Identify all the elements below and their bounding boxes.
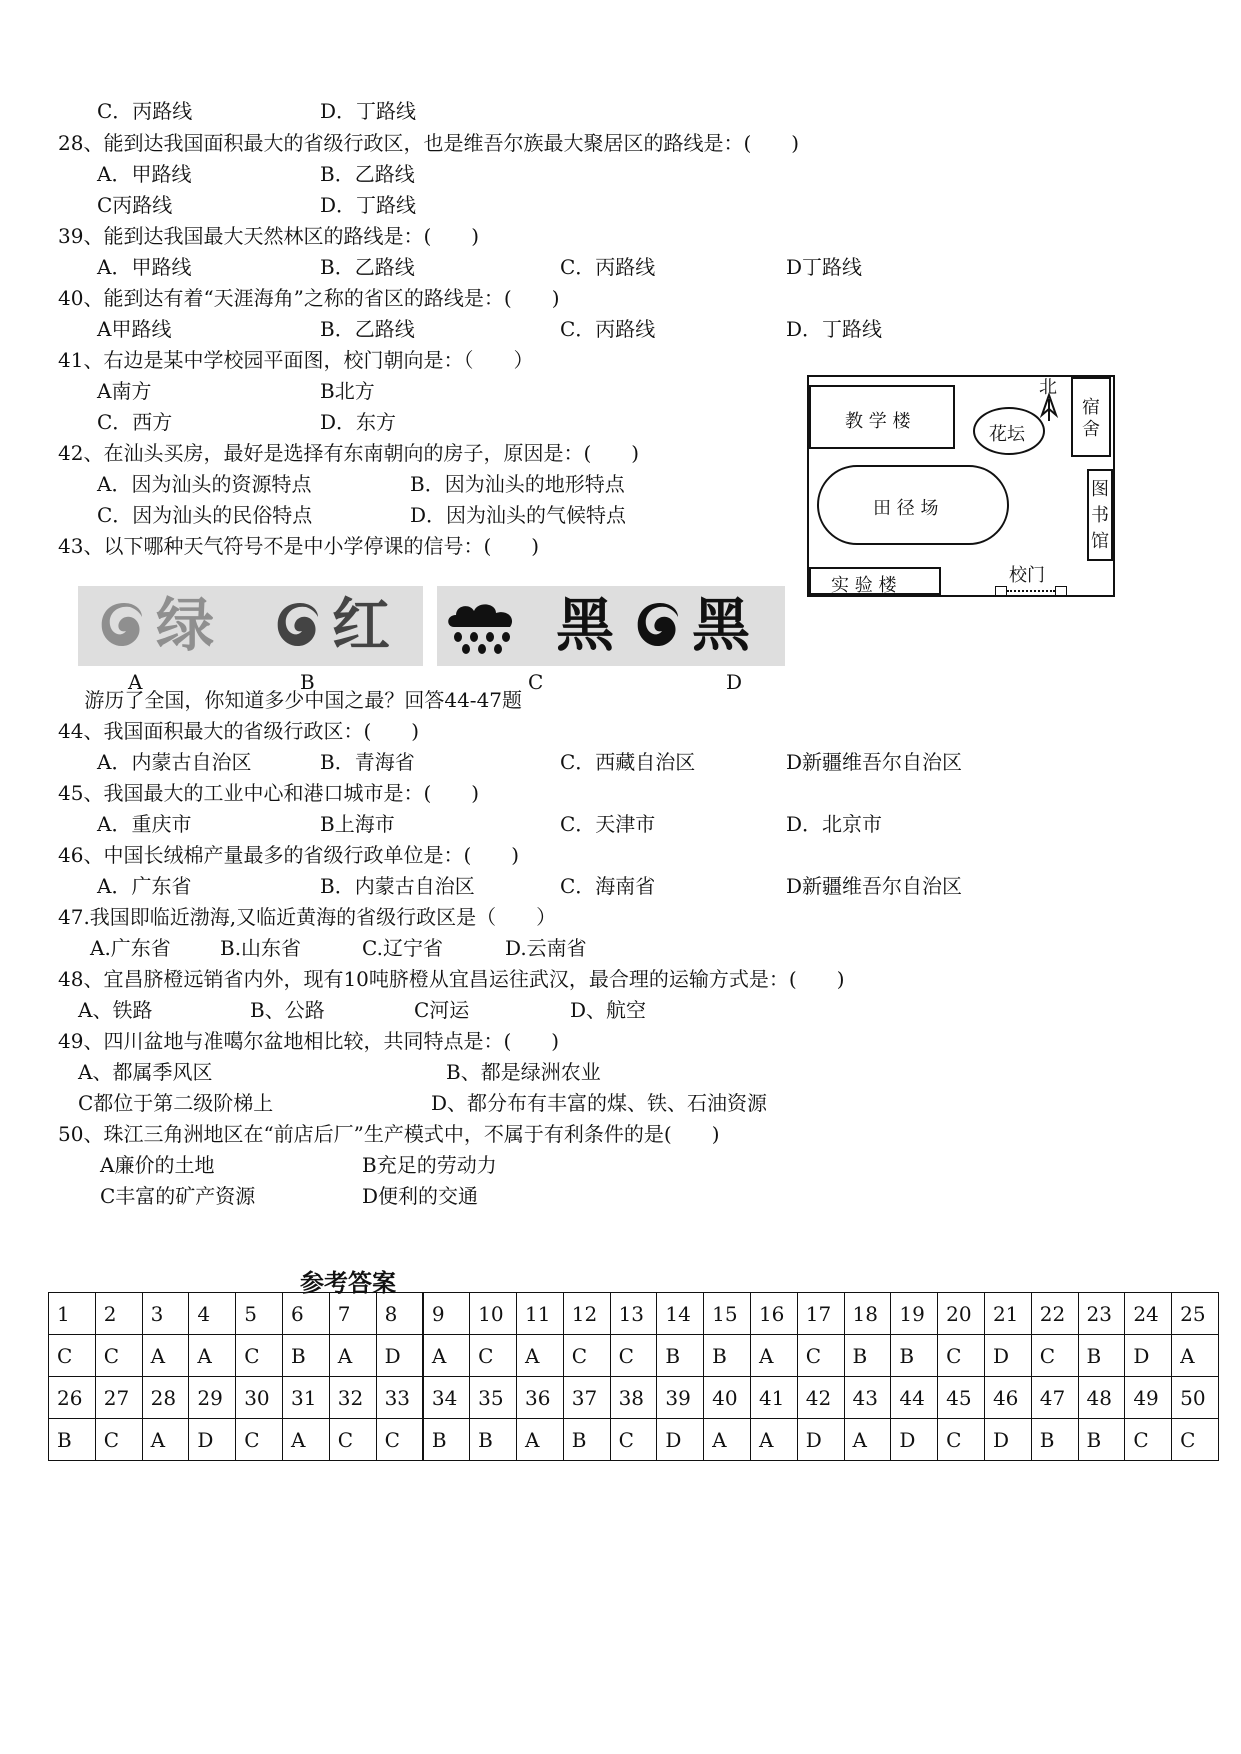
- table-cell: 33: [376, 1377, 423, 1419]
- answer-option: C丰富的矿产资源: [100, 1184, 256, 1208]
- table-cell: 46: [984, 1377, 1031, 1419]
- table-cell: 6: [282, 1293, 329, 1335]
- table-cell: 37: [563, 1377, 610, 1419]
- table-cell: 28: [142, 1377, 189, 1419]
- typhoon-icon: [270, 597, 328, 659]
- question-stem: 39、能到达我国最大天然林区的路线是：( ): [58, 224, 480, 248]
- question-stem: 41、右边是某中学校园平面图，校门朝向是：（ ）: [58, 348, 534, 372]
- question-stem: 46、中国长绒棉产量最多的省级行政单位是：( ): [58, 843, 520, 867]
- answer-option: A．甲路线: [97, 162, 192, 186]
- answer-option: C都位于第二级阶梯上: [78, 1091, 274, 1115]
- answer-option: B充足的劳动力: [362, 1153, 497, 1177]
- answer-option: B上海市: [320, 812, 395, 836]
- table-cell: D: [189, 1419, 236, 1461]
- table-cell: 44: [891, 1377, 938, 1419]
- table-cell: 20: [938, 1293, 985, 1335]
- option-letter: A: [128, 670, 143, 694]
- table-cell: A: [516, 1335, 563, 1377]
- table-cell: 25: [1172, 1293, 1219, 1335]
- table-row: [49, 1377, 1219, 1419]
- question-stem: 49、四川盆地与准噶尔盆地相比较，共同特点是：( ): [58, 1029, 560, 1053]
- teaching-building: 教 学 楼: [809, 385, 955, 449]
- answer-option: D．因为汕头的气候特点: [410, 503, 627, 527]
- table-cell: B: [563, 1419, 610, 1461]
- table-cell: B: [891, 1335, 938, 1377]
- answer-option: C．因为汕头的民俗特点: [97, 503, 313, 527]
- table-cell: C: [1125, 1419, 1172, 1461]
- table-cell: 35: [470, 1377, 517, 1419]
- signal-level-char: 黑: [692, 591, 751, 659]
- table-cell: 10: [470, 1293, 517, 1335]
- table-cell: C: [376, 1419, 423, 1461]
- answer-option: D．丁路线: [320, 193, 417, 217]
- table-cell: 30: [236, 1377, 283, 1419]
- table-cell: 40: [704, 1377, 751, 1419]
- answer-option: C．西方: [97, 410, 173, 434]
- answer-option: A甲路线: [97, 317, 172, 341]
- question-stem: 28、能到达我国面积最大的省级行政区，也是维吾尔族最大聚居区的路线是：( ): [58, 131, 800, 155]
- table-cell: A: [844, 1419, 891, 1461]
- table-cell: A: [423, 1335, 470, 1377]
- answer-key-title: 参考答案: [300, 1268, 396, 1297]
- answer-option: D新疆维吾尔自治区: [786, 750, 963, 774]
- table-cell: 26: [49, 1377, 96, 1419]
- table-cell: 9: [423, 1293, 470, 1335]
- table-cell: D: [657, 1419, 704, 1461]
- table-cell: 5: [236, 1293, 283, 1335]
- table-cell: C: [938, 1419, 985, 1461]
- answer-option: C丙路线: [97, 193, 173, 217]
- table-cell: 31: [282, 1377, 329, 1419]
- table-cell: C: [938, 1335, 985, 1377]
- question-stem: 游历了全国，你知道多少中国之最？回答44-47题: [58, 688, 523, 712]
- table-row: [49, 1335, 1219, 1377]
- answer-option: B．乙路线: [320, 317, 415, 341]
- answer-option: B北方: [320, 379, 375, 403]
- table-cell: 27: [95, 1377, 142, 1419]
- table-cell: 19: [891, 1293, 938, 1335]
- table-cell: 21: [984, 1293, 1031, 1335]
- table-cell: C: [797, 1335, 844, 1377]
- signal-level-char: 绿: [156, 591, 215, 659]
- question-stem: 45、我国最大的工业中心和港口城市是：( ): [58, 781, 480, 805]
- answer-option: B．青海省: [320, 750, 415, 774]
- campus-map: [807, 375, 1115, 597]
- answer-option: A南方: [97, 379, 152, 403]
- answer-option: A．内蒙古自治区: [97, 750, 252, 774]
- table-cell: B: [282, 1335, 329, 1377]
- table-cell: A: [189, 1335, 236, 1377]
- table-cell: 34: [423, 1377, 470, 1419]
- answer-option: C．海南省: [560, 874, 656, 898]
- table-cell: 11: [516, 1293, 563, 1335]
- table-cell: 13: [610, 1293, 657, 1335]
- answer-option: A．重庆市: [97, 812, 192, 836]
- answer-option: A.广东省: [90, 936, 171, 960]
- table-cell: D: [797, 1419, 844, 1461]
- answer-option: B．乙路线: [320, 255, 415, 279]
- table-cell: 39: [657, 1377, 704, 1419]
- answer-option: B、公路: [250, 998, 325, 1022]
- answer-option: B．因为汕头的地形特点: [410, 472, 625, 496]
- table-cell: B: [1031, 1419, 1078, 1461]
- table-cell: C: [236, 1419, 283, 1461]
- table-cell: C: [95, 1335, 142, 1377]
- question-stem: 50、珠江三角洲地区在“前店后厂”生产模式中，不属于有利条件的是( ): [58, 1122, 720, 1146]
- table-cell: A: [282, 1419, 329, 1461]
- table-cell: A: [750, 1419, 797, 1461]
- table-cell: B: [49, 1419, 96, 1461]
- table-cell: D: [1125, 1335, 1172, 1377]
- flower-bed: 花坛: [973, 407, 1045, 455]
- answer-option: D便利的交通: [362, 1184, 479, 1208]
- answer-option: D．丁路线: [786, 317, 883, 341]
- answer-key-table: [48, 1292, 1219, 1461]
- table-cell: 49: [1125, 1377, 1172, 1419]
- table-cell: B: [423, 1419, 470, 1461]
- table-cell: 1: [49, 1293, 96, 1335]
- table-cell: B: [1078, 1335, 1125, 1377]
- table-cell: B: [470, 1419, 517, 1461]
- table-cell: B: [1078, 1419, 1125, 1461]
- school-gate: [995, 586, 1067, 596]
- question-stem: 42、在汕头买房，最好是选择有东南朝向的房子，原因是：( ): [58, 441, 640, 465]
- signal-level-char: 黑: [556, 591, 615, 659]
- answer-option: D．北京市: [786, 812, 883, 836]
- answer-option: A．因为汕头的资源特点: [97, 472, 312, 496]
- answer-option: B．乙路线: [320, 162, 415, 186]
- library: 图书馆: [1087, 469, 1113, 561]
- table-cell: 4: [189, 1293, 236, 1335]
- answer-option: C．天津市: [560, 812, 656, 836]
- table-cell: C: [329, 1419, 376, 1461]
- table-cell: 15: [704, 1293, 751, 1335]
- table-cell: A: [704, 1419, 751, 1461]
- option-letter: C: [528, 670, 544, 694]
- table-cell: A: [142, 1419, 189, 1461]
- question-stem: 43、以下哪种天气符号不是中小学停课的信号：( ): [58, 534, 540, 558]
- table-cell: D: [984, 1335, 1031, 1377]
- answer-option: A廉价的土地: [100, 1153, 215, 1177]
- table-cell: 45: [938, 1377, 985, 1419]
- table-cell: 32: [329, 1377, 376, 1419]
- answer-option: D、航空: [570, 998, 647, 1022]
- dormitory: 宿舍: [1071, 377, 1111, 457]
- answer-option: D．东方: [320, 410, 397, 434]
- table-cell: 16: [750, 1293, 797, 1335]
- question-stem: 40、能到达有着“天涯海角”之称的省区的路线是：( ): [58, 286, 560, 310]
- answer-option: A．广东省: [97, 874, 192, 898]
- table-cell: C: [610, 1335, 657, 1377]
- table-cell: 43: [844, 1377, 891, 1419]
- table-cell: C: [470, 1335, 517, 1377]
- table-cell: 29: [189, 1377, 236, 1419]
- table-cell: 36: [516, 1377, 563, 1419]
- lab-building: 实 验 楼: [809, 567, 941, 595]
- table-cell: 2: [95, 1293, 142, 1335]
- table-cell: C: [49, 1335, 96, 1377]
- table-cell: 50: [1172, 1377, 1219, 1419]
- table-cell: 12: [563, 1293, 610, 1335]
- table-cell: 23: [1078, 1293, 1125, 1335]
- table-cell: 14: [657, 1293, 704, 1335]
- answer-option: C河运: [414, 998, 470, 1022]
- answer-option: B.山东省: [220, 936, 302, 960]
- table-cell: 22: [1031, 1293, 1078, 1335]
- table-cell: 42: [797, 1377, 844, 1419]
- table-cell: B: [844, 1335, 891, 1377]
- answer-option: D丁路线: [786, 255, 863, 279]
- table-cell: A: [750, 1335, 797, 1377]
- table-cell: C: [95, 1419, 142, 1461]
- typhoon-icon: [630, 597, 688, 659]
- answer-option: A．甲路线: [97, 255, 192, 279]
- answer-option: C.辽宁省: [362, 936, 443, 960]
- table-cell: 7: [329, 1293, 376, 1335]
- table-cell: 41: [750, 1377, 797, 1419]
- option-letter: B: [300, 670, 315, 694]
- answer-option: A、铁路: [78, 998, 153, 1022]
- rainstorm-icon: [444, 597, 526, 659]
- table-cell: A: [516, 1419, 563, 1461]
- question-stem: 44、我国面积最大的省级行政区：( ): [58, 719, 420, 743]
- table-cell: B: [657, 1335, 704, 1377]
- running-track: 田 径 场: [817, 465, 1009, 545]
- table-cell: D: [376, 1335, 423, 1377]
- typhoon-icon: [94, 597, 152, 659]
- table-cell: D: [984, 1419, 1031, 1461]
- table-cell: D: [891, 1419, 938, 1461]
- table-cell: A: [1172, 1335, 1219, 1377]
- question-stem: 47.我国即临近渤海,又临近黄海的省级行政区是（ ）: [58, 905, 557, 929]
- north-arrow-icon: 北: [1037, 377, 1065, 421]
- answer-option: B．内蒙古自治区: [320, 874, 475, 898]
- option-letter: D: [726, 670, 743, 694]
- table-row: [49, 1293, 1219, 1335]
- table-cell: A: [142, 1335, 189, 1377]
- table-cell: B: [704, 1335, 751, 1377]
- table-cell: 8: [376, 1293, 423, 1335]
- table-cell: C: [610, 1419, 657, 1461]
- answer-option: A、都属季风区: [78, 1060, 213, 1084]
- table-cell: 24: [1125, 1293, 1172, 1335]
- table-cell: C: [1172, 1419, 1219, 1461]
- answer-option: B、都是绿洲农业: [446, 1060, 601, 1084]
- school-gate-label: 校门: [1009, 565, 1045, 586]
- table-cell: A: [329, 1335, 376, 1377]
- table-cell: 3: [142, 1293, 189, 1335]
- answer-option: D新疆维吾尔自治区: [786, 874, 963, 898]
- answer-option: C．西藏自治区: [560, 750, 696, 774]
- table-cell: 17: [797, 1293, 844, 1335]
- answer-option: C．丙路线: [97, 99, 193, 123]
- signal-level-char: 红: [332, 591, 391, 659]
- answer-option: D、都分布有丰富的煤、铁、石油资源: [431, 1091, 768, 1115]
- table-cell: C: [1031, 1335, 1078, 1377]
- table-cell: C: [563, 1335, 610, 1377]
- table-cell: 48: [1078, 1377, 1125, 1419]
- answer-option: D．丁路线: [320, 99, 417, 123]
- table-cell: 18: [844, 1293, 891, 1335]
- answer-option: C．丙路线: [560, 255, 656, 279]
- answer-option: C．丙路线: [560, 317, 656, 341]
- table-cell: 38: [610, 1377, 657, 1419]
- table-cell: 47: [1031, 1377, 1078, 1419]
- table-cell: C: [236, 1335, 283, 1377]
- answer-option: D.云南省: [505, 936, 587, 960]
- question-stem: 48、宜昌脐橙远销省内外，现有10吨脐橙从宜昌运往武汉，最合理的运输方式是：( ): [58, 967, 845, 991]
- table-row: [49, 1419, 1219, 1461]
